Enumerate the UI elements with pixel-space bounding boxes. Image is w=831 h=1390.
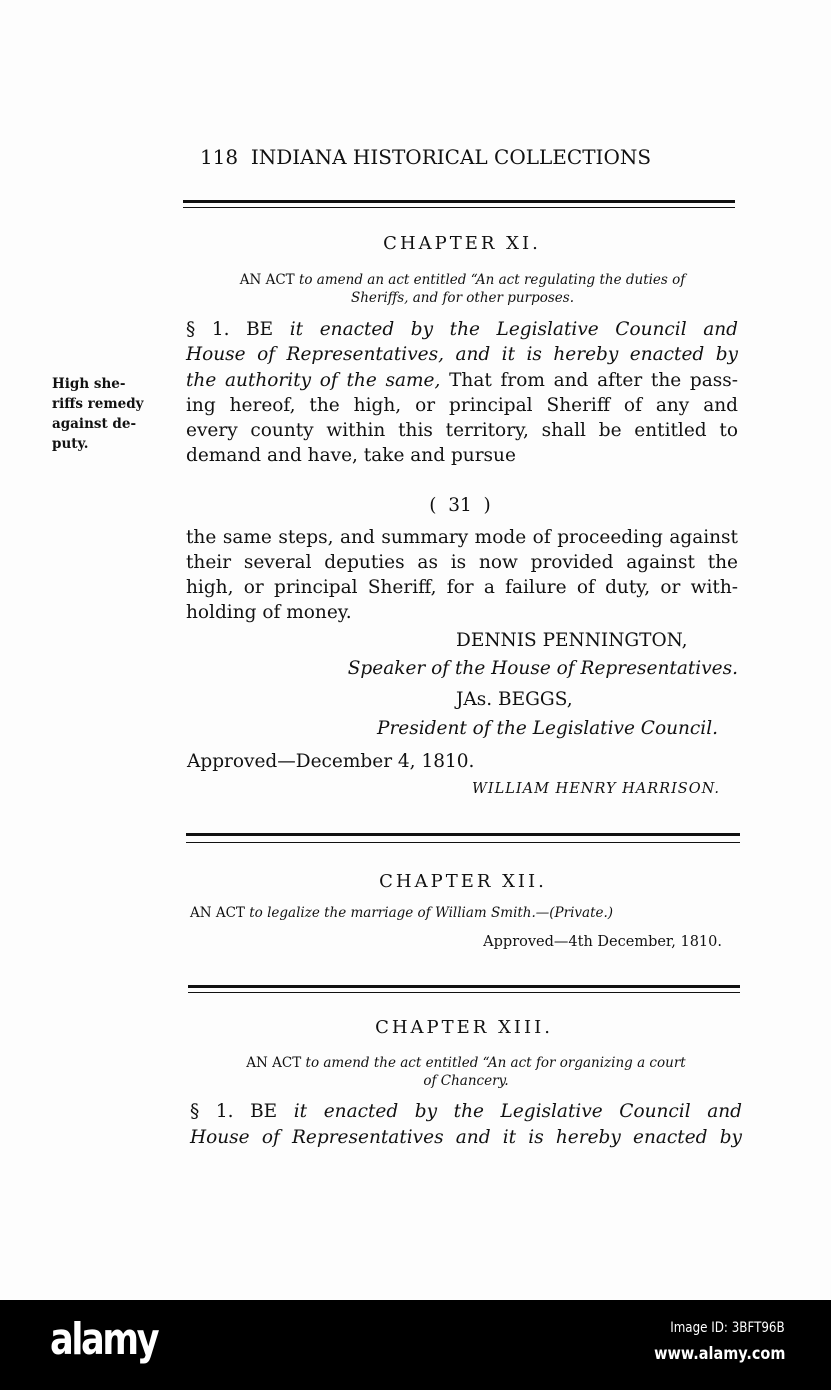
text-line: the authority of the same, That from and after the pass- xyxy=(186,370,738,391)
text-line: ing hereof, the high, or principal Sheriff of any and xyxy=(186,395,738,416)
governor-signature: WILLIAM HENRY HARRISON. xyxy=(472,781,720,797)
signer-speaker-title: Speaker of the House of Representatives. xyxy=(347,658,738,679)
double-rule xyxy=(188,985,740,993)
text-line: high, or principal Sheriff, for a failure of duty, or with- xyxy=(186,577,738,598)
approval-date: Approved—December 4, 1810. xyxy=(187,751,475,772)
original-page-number: ( 31 ) xyxy=(429,495,491,516)
double-rule xyxy=(186,833,740,843)
running-header xyxy=(183,145,668,169)
page-number: 118 xyxy=(199,145,239,169)
watermark-url: www.alamy.com xyxy=(653,1344,785,1364)
text-line: § 1. BE it enacted by the Legislative Council and xyxy=(186,319,738,340)
text-line: every county within this territory, shall be entitled to xyxy=(186,420,738,441)
text-line: § 1. BE it enacted by the Legislative Council and xyxy=(190,1101,742,1122)
signer-speaker: DENNIS PENNINGTON, xyxy=(456,630,688,651)
chapter-xii-heading: CHAPTER XII. xyxy=(379,871,547,892)
chapter-xi-heading: CHAPTER XI. xyxy=(383,233,541,254)
header-title: INDIANA HISTORICAL COLLECTIONS xyxy=(250,145,652,169)
chapter-xii-act-title: AN ACT to legalize the marriage of William Smith.—(Private.) xyxy=(190,905,614,921)
text-line: holding of money. xyxy=(186,602,352,623)
signer-president: JAs. BEGGS, xyxy=(456,689,573,710)
watermark-bar xyxy=(0,1300,831,1390)
text-line: demand and have, take and pursue xyxy=(186,445,516,466)
chapter-xiii-heading: CHAPTER XIII. xyxy=(375,1017,553,1038)
double-rule xyxy=(183,200,735,208)
chapter-xiii-act-title: AN ACT to amend the act entitled “An act for organizing a court xyxy=(246,1055,686,1071)
signer-president-title: President of the Legislative Council. xyxy=(377,718,718,739)
chapter-xii-approval: Approved—4th December, 1810. xyxy=(483,934,722,950)
text-line: the same steps, and summary mode of proceeding against xyxy=(186,527,738,548)
text-line: House of Representatives and it is hereby enacted by xyxy=(190,1127,742,1148)
chapter-xi-act-title: AN ACT to amend an act entitled “An act regulating the duties of xyxy=(239,272,686,288)
alamy-logo: alamy xyxy=(50,1314,158,1365)
chapter-xiii-act-title-cont: of Chancery. xyxy=(423,1073,509,1089)
text-line: House of Representatives, and it is hereby enacted by xyxy=(186,344,738,365)
chapter-xi-act-title-cont: Sheriffs, and for other purposes. xyxy=(350,290,574,306)
image-id: Image ID: 3BFT96B xyxy=(670,1320,785,1336)
text-line: their several deputies as is now provided against the xyxy=(186,552,738,573)
